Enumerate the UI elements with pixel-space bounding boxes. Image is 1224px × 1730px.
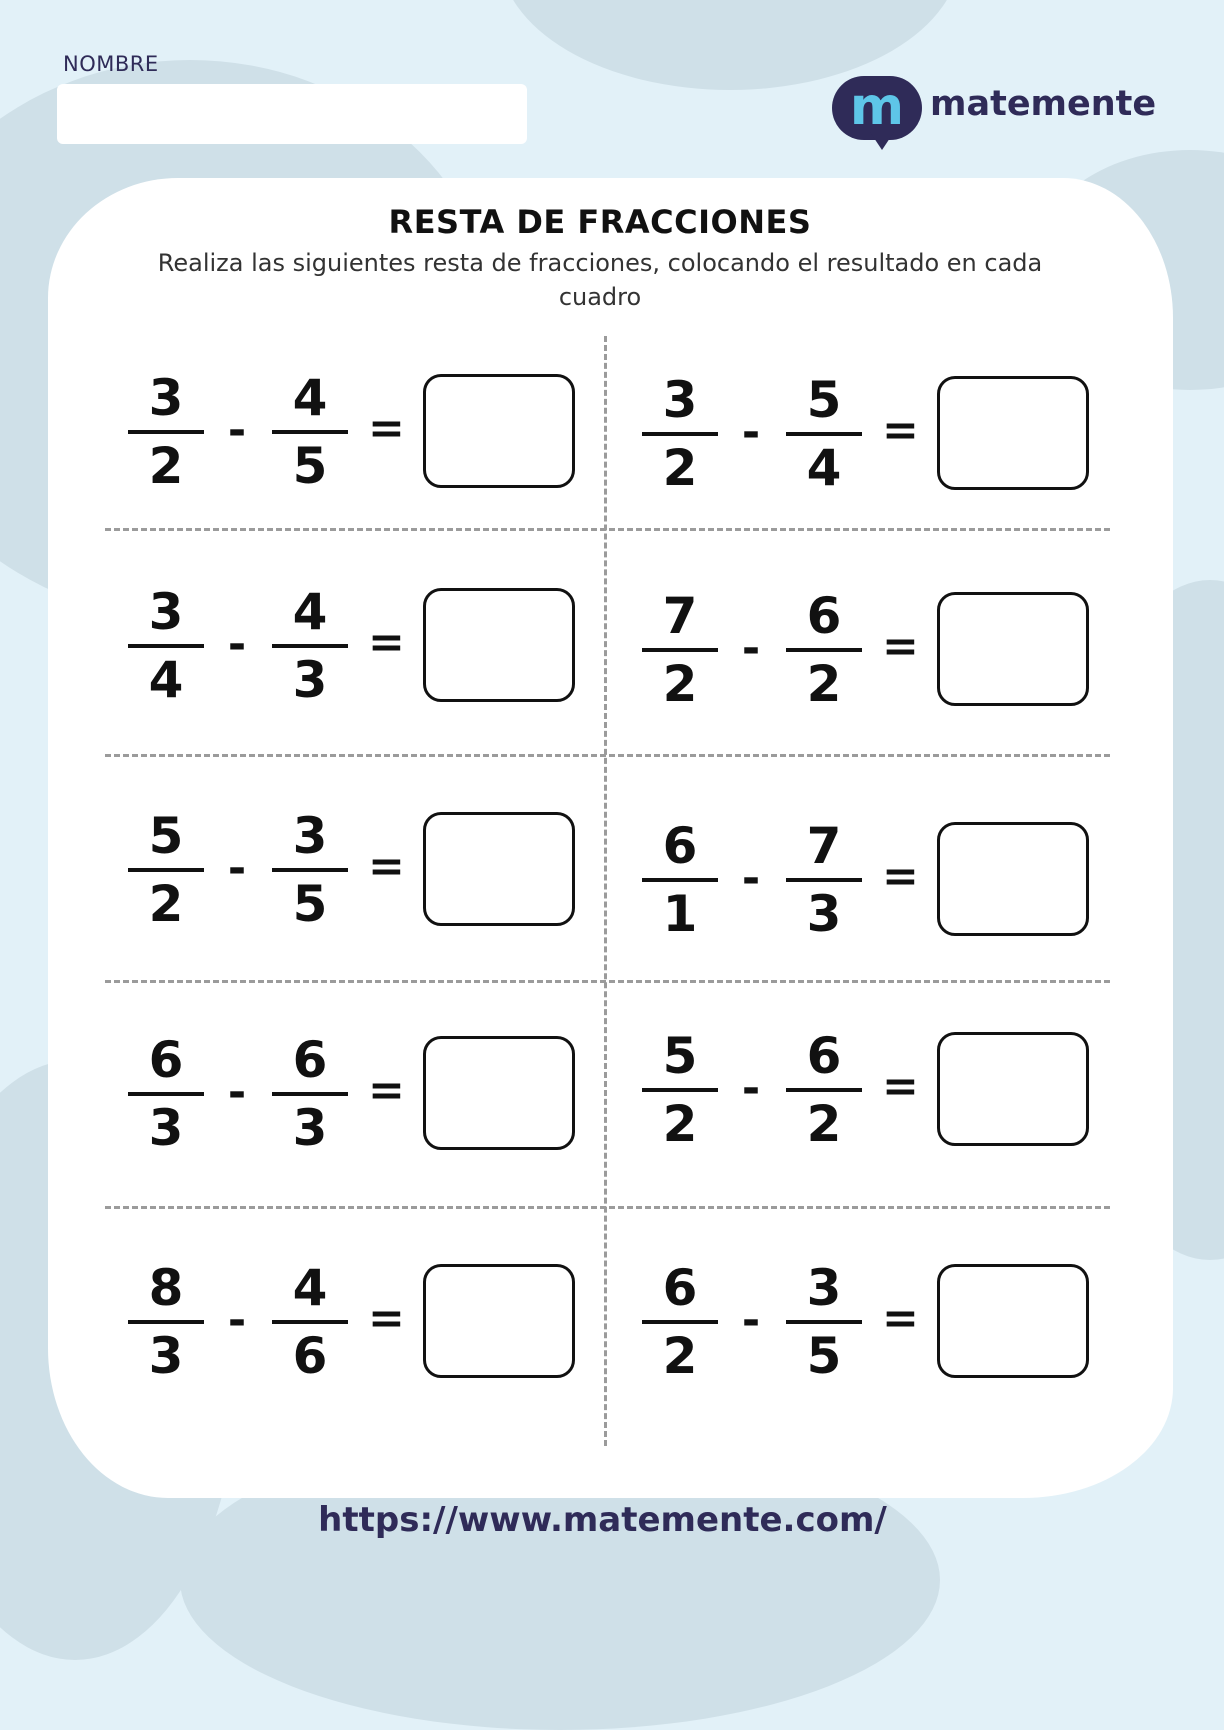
denominator: 2 xyxy=(806,655,842,713)
denominator: 3 xyxy=(292,651,328,709)
denominator: 2 xyxy=(662,439,698,497)
fraction-bar xyxy=(128,644,204,648)
fraction-second xyxy=(784,370,864,500)
fraction-first xyxy=(126,1258,206,1388)
fraction-bar xyxy=(642,432,718,436)
minus-sign: - xyxy=(227,1295,247,1346)
numerator: 6 xyxy=(662,817,698,875)
logo-letter: m xyxy=(849,77,905,137)
fraction-bar xyxy=(786,432,862,436)
fraction-first xyxy=(640,1258,720,1388)
denominator: 5 xyxy=(806,1327,842,1385)
fraction-first xyxy=(640,1026,720,1156)
denominator: 2 xyxy=(148,437,184,495)
denominator: 3 xyxy=(806,885,842,943)
numerator: 4 xyxy=(292,369,328,427)
fraction-first xyxy=(640,586,720,716)
fraction-bar xyxy=(642,1320,718,1324)
problem-item xyxy=(126,806,606,936)
fraction-second xyxy=(270,1030,350,1160)
fraction-bar xyxy=(786,878,862,882)
denominator: 3 xyxy=(148,1099,184,1157)
minus-sign: - xyxy=(227,619,247,670)
horizontal-divider xyxy=(105,1206,1110,1209)
fraction-bar xyxy=(272,430,348,434)
fraction-bar xyxy=(642,648,718,652)
equals-sign: = xyxy=(368,617,405,668)
equals-sign: = xyxy=(368,1293,405,1344)
numerator: 3 xyxy=(662,371,698,429)
denominator: 2 xyxy=(662,655,698,713)
logo-text: matemente xyxy=(930,84,1157,124)
worksheet-title: RESTA DE FRACCIONES xyxy=(388,203,812,241)
problem-item xyxy=(640,816,1120,946)
fraction-first xyxy=(640,370,720,500)
denominator: 4 xyxy=(148,651,184,709)
name-field[interactable] xyxy=(57,84,527,144)
denominator: 6 xyxy=(292,1327,328,1385)
fraction-bar xyxy=(272,868,348,872)
numerator: 5 xyxy=(662,1027,698,1085)
answer-box[interactable] xyxy=(423,812,575,926)
fraction-bar xyxy=(642,878,718,882)
fraction-second xyxy=(270,1258,350,1388)
horizontal-divider xyxy=(105,528,1110,531)
denominator: 2 xyxy=(148,875,184,933)
minus-sign: - xyxy=(741,853,761,904)
fraction-first xyxy=(640,816,720,946)
numerator: 7 xyxy=(662,587,698,645)
equals-sign: = xyxy=(882,621,919,672)
minus-sign: - xyxy=(227,405,247,456)
denominator: 2 xyxy=(662,1095,698,1153)
fraction-bar xyxy=(128,868,204,872)
denominator: 2 xyxy=(662,1327,698,1385)
numerator: 3 xyxy=(148,369,184,427)
fraction-second xyxy=(784,1258,864,1388)
numerator: 3 xyxy=(806,1259,842,1317)
answer-box[interactable] xyxy=(937,592,1089,706)
numerator: 7 xyxy=(806,817,842,875)
logo xyxy=(832,74,1157,154)
numerator: 3 xyxy=(292,807,328,865)
numerator: 6 xyxy=(292,1031,328,1089)
fraction-bar xyxy=(128,430,204,434)
numerator: 6 xyxy=(662,1259,698,1317)
fraction-bar xyxy=(272,1320,348,1324)
minus-sign: - xyxy=(227,843,247,894)
fraction-bar xyxy=(786,1088,862,1092)
fraction-bar xyxy=(642,1088,718,1092)
problem-item xyxy=(126,582,606,712)
equals-sign: = xyxy=(882,1293,919,1344)
minus-sign: - xyxy=(741,1295,761,1346)
answer-box[interactable] xyxy=(937,376,1089,490)
problem-item xyxy=(640,370,1120,500)
fraction-second xyxy=(784,1026,864,1156)
problem-item xyxy=(640,586,1120,716)
horizontal-divider xyxy=(105,754,1110,757)
equals-sign: = xyxy=(882,1061,919,1112)
answer-box[interactable] xyxy=(423,1264,575,1378)
equals-sign: = xyxy=(368,1065,405,1116)
fraction-bar xyxy=(786,648,862,652)
name-label: NOMBRE xyxy=(63,52,159,76)
numerator: 4 xyxy=(292,583,328,641)
fraction-bar xyxy=(128,1320,204,1324)
numerator: 3 xyxy=(148,583,184,641)
answer-box[interactable] xyxy=(937,822,1089,936)
denominator: 4 xyxy=(806,439,842,497)
answer-box[interactable] xyxy=(937,1264,1089,1378)
equals-sign: = xyxy=(882,851,919,902)
answer-box[interactable] xyxy=(423,1036,575,1150)
horizontal-divider xyxy=(105,980,1110,983)
problem-item xyxy=(126,368,606,498)
problem-item xyxy=(126,1030,606,1160)
problem-item xyxy=(640,1258,1120,1388)
denominator: 5 xyxy=(292,437,328,495)
fraction-first xyxy=(126,806,206,936)
fraction-first xyxy=(126,368,206,498)
denominator: 1 xyxy=(662,885,698,943)
problem-item xyxy=(126,1258,606,1388)
equals-sign: = xyxy=(368,841,405,892)
numerator: 6 xyxy=(806,1027,842,1085)
answer-box[interactable] xyxy=(937,1032,1089,1146)
minus-sign: - xyxy=(741,1063,761,1114)
minus-sign: - xyxy=(227,1067,247,1118)
numerator: 6 xyxy=(806,587,842,645)
fraction-second xyxy=(784,816,864,946)
numerator: 6 xyxy=(148,1031,184,1089)
fraction-bar xyxy=(272,644,348,648)
equals-sign: = xyxy=(368,403,405,454)
denominator: 3 xyxy=(148,1327,184,1385)
fraction-bar xyxy=(128,1092,204,1096)
fraction-second xyxy=(784,586,864,716)
numerator: 4 xyxy=(292,1259,328,1317)
minus-sign: - xyxy=(741,407,761,458)
fraction-first xyxy=(126,582,206,712)
numerator: 5 xyxy=(148,807,184,865)
numerator: 5 xyxy=(806,371,842,429)
fraction-bar xyxy=(272,1092,348,1096)
minus-sign: - xyxy=(741,623,761,674)
equals-sign: = xyxy=(882,405,919,456)
denominator: 5 xyxy=(292,875,328,933)
fraction-second xyxy=(270,582,350,712)
fraction-second xyxy=(270,368,350,498)
denominator: 3 xyxy=(292,1099,328,1157)
problem-item xyxy=(640,1026,1120,1156)
answer-box[interactable] xyxy=(423,588,575,702)
numerator: 8 xyxy=(148,1259,184,1317)
worksheet-instructions: Realiza las siguientes resta de fracciones, colocando el resultado en cada cuadro xyxy=(157,249,1043,311)
answer-box[interactable] xyxy=(423,374,575,488)
denominator: 2 xyxy=(806,1095,842,1153)
fraction-first xyxy=(126,1030,206,1160)
fraction-bar xyxy=(786,1320,862,1324)
fraction-second xyxy=(270,806,350,936)
footer-url[interactable]: https://www.matemente.com/ xyxy=(318,1500,887,1540)
